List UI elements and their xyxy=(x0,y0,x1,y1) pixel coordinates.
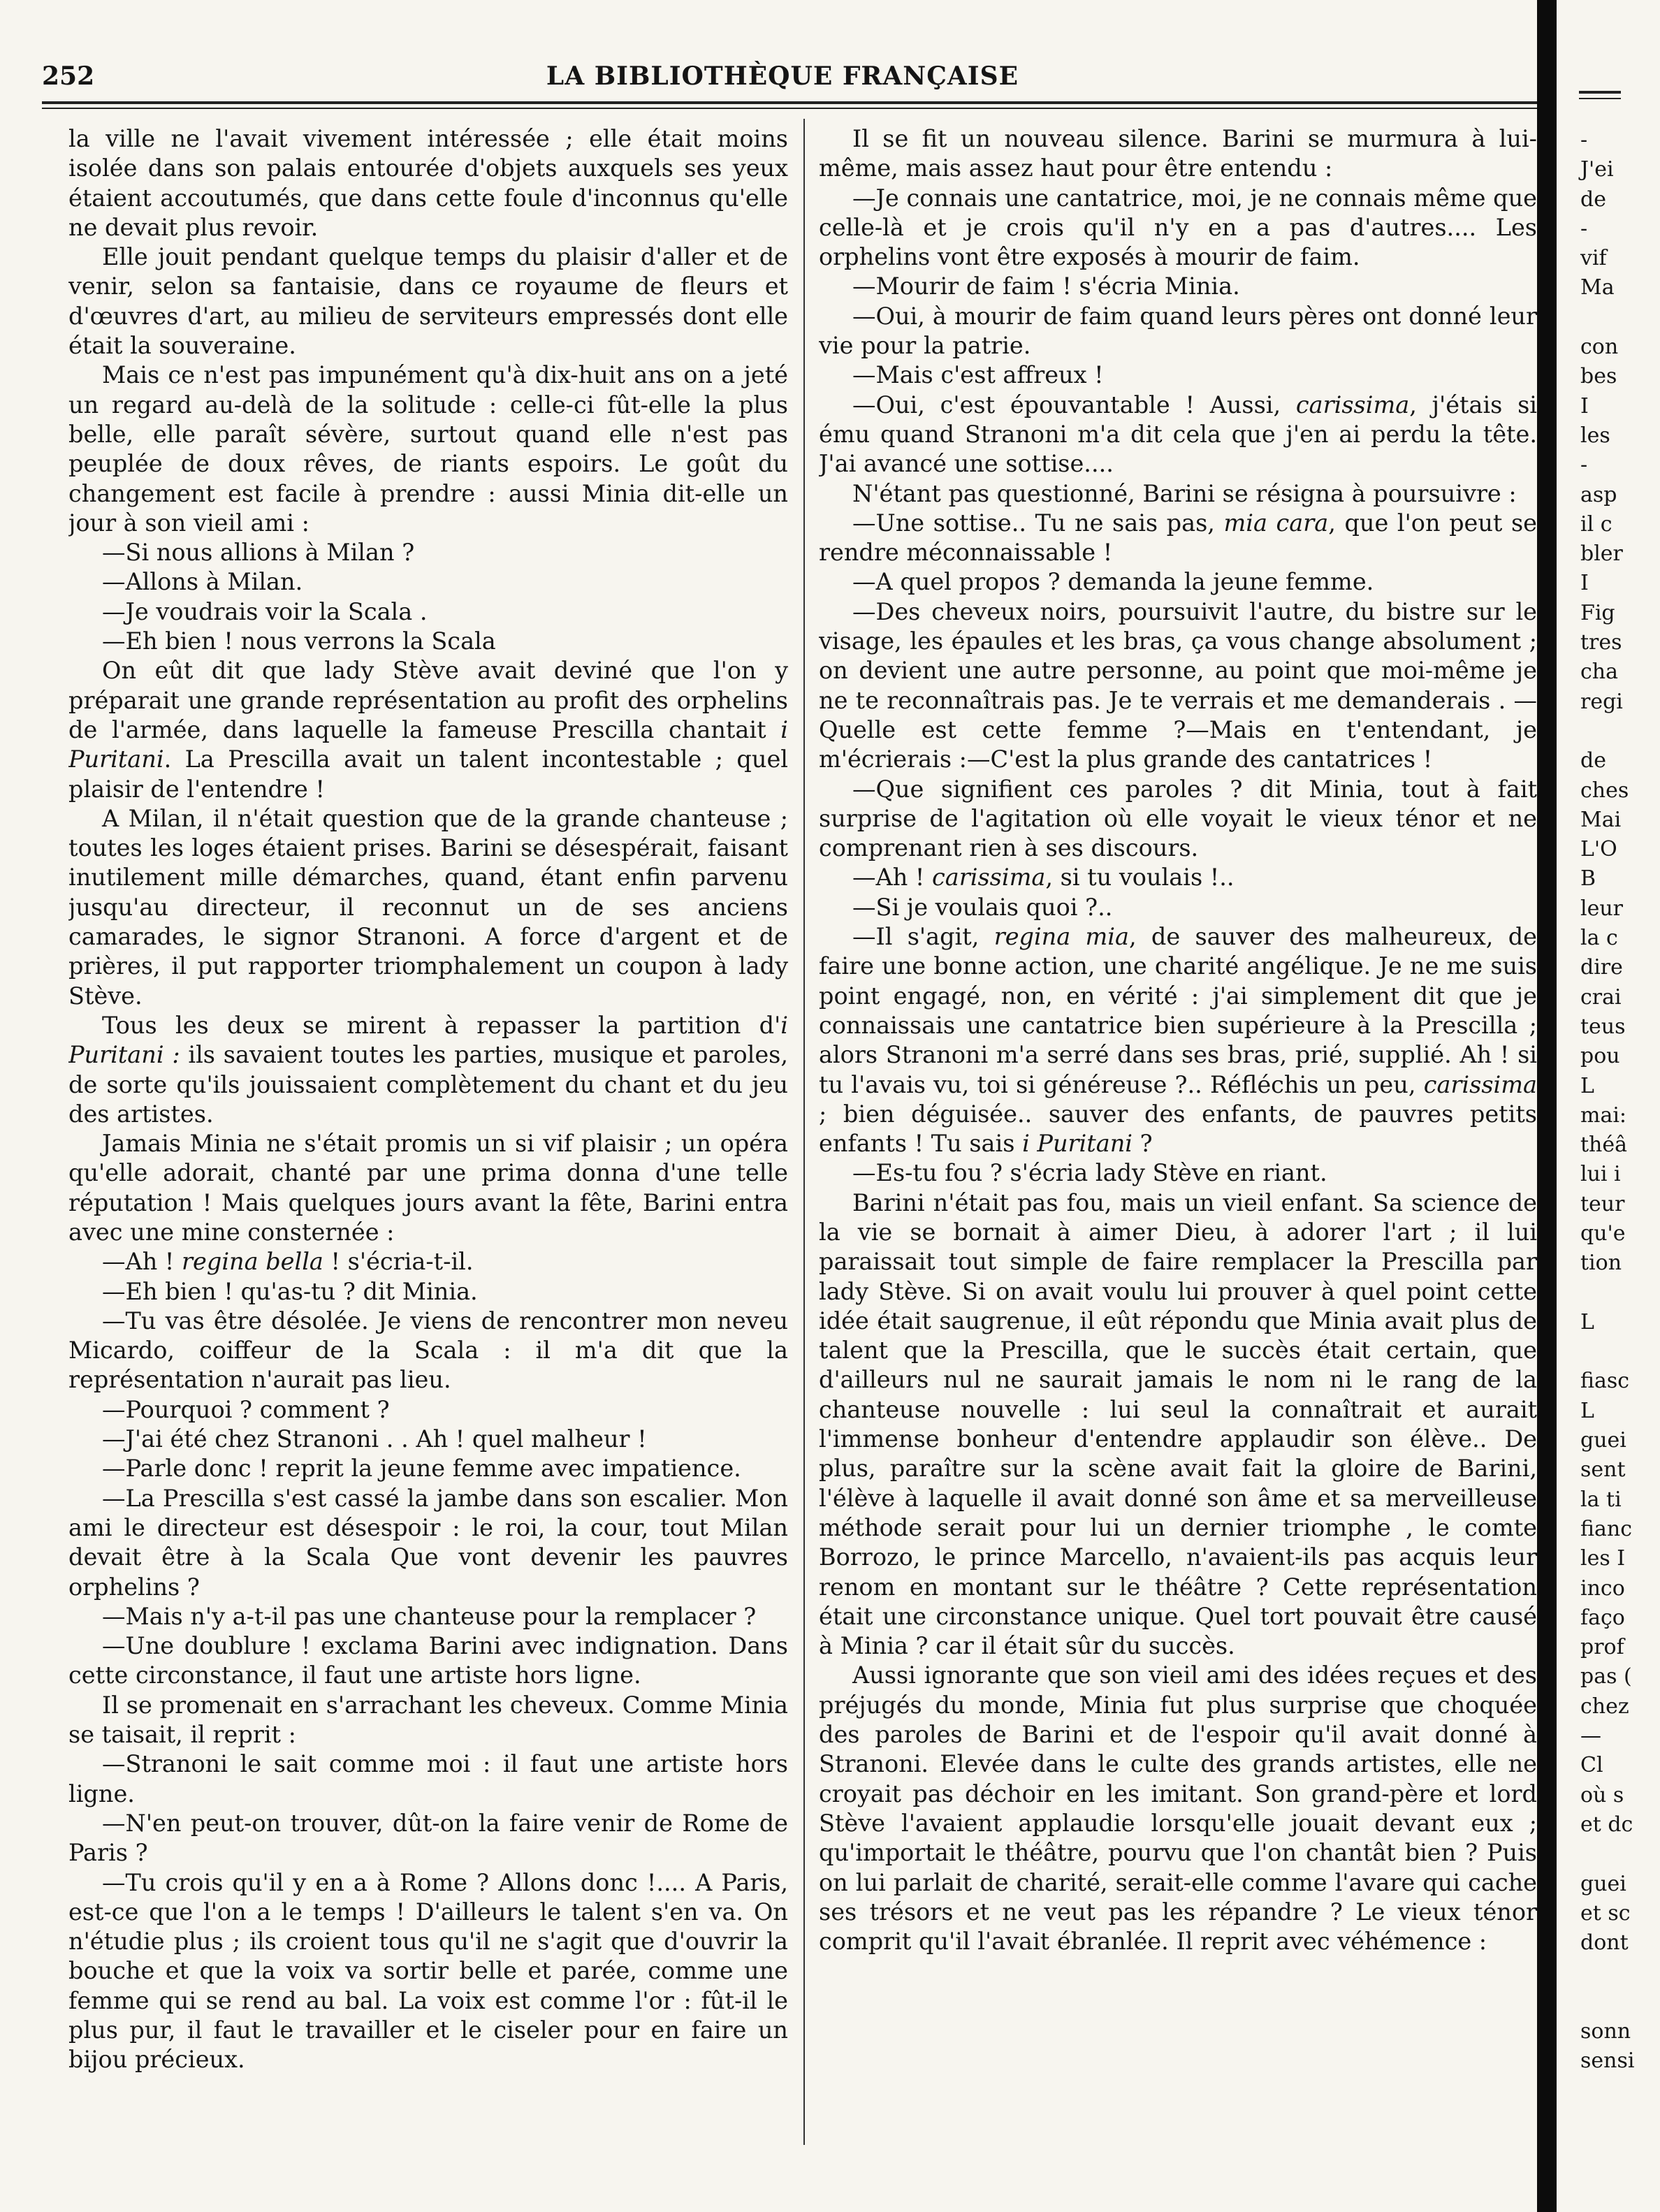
fragment-line xyxy=(1580,303,1660,333)
fragment-line: sent xyxy=(1580,1457,1626,1483)
fragment-line: teur xyxy=(1580,1191,1625,1216)
left-text-column xyxy=(68,124,788,2137)
fragment-line xyxy=(1580,717,1660,746)
fragment-line: guei xyxy=(1580,1871,1626,1896)
fragment-line: de xyxy=(1580,187,1606,212)
fragment-line: fiasc xyxy=(1580,1369,1630,1394)
paragraph: —Il s'agit, regina mia, de sauver des malheureux, de faire une bonne action, une charité angélique. Je ne me suis point engagé, non, en vérité : j'ai simplement dit que je connaissais une cantatrice bien supérieure à la Prescilla ; alors Stranoni m'a serré dans ses bras, prié, supplié. Ah ! si tu l'avais vu, toi si généreuse ?.. Réfléchis un peu, carissima ; bien déguisée.. sauver des enfants, de pauvres petits enfants ! Tu sais i Puritani ? xyxy=(819,923,1537,1158)
fragment-line: prof xyxy=(1580,1635,1624,1660)
paragraph: —J'ai été chez Stranoni . . Ah ! quel malheur ! xyxy=(102,1425,647,1453)
paragraph: —Des cheveux noirs, poursuivit l'autre, du bistre sur le visage, les épaules et les bras, ça vous change absolument ; on devient une autre personne, au point que moi-même je ne te reconnaîtrais pas. Je te verrais et me demanderais . —Quelle est cette femme ?—Mais en t'entendant, je m'écrierais :—C'est la plus grande des cantatrices ! xyxy=(819,597,1537,773)
fragment-line: sonn xyxy=(1580,2019,1631,2044)
fragment-line: Ma xyxy=(1580,275,1615,300)
fragment-line: cha xyxy=(1580,660,1619,685)
fragment-line: la c xyxy=(1580,926,1618,951)
fragment-line: L xyxy=(1580,1309,1594,1334)
fragment-line: fianc xyxy=(1580,1516,1633,1541)
fragment-line: L xyxy=(1580,1073,1594,1098)
fragment-line: B xyxy=(1580,866,1596,892)
paragraph: —Une sottise.. Tu ne sais pas, mia cara, que l'on peut se rendre méconnaissable ! xyxy=(819,509,1537,567)
paragraph: —Si nous allions à Milan ? xyxy=(102,539,415,567)
paragraph: Il se fit un nouveau silence. Barini se murmura à lui-même, mais assez haut pour être entendu : xyxy=(819,125,1537,182)
fragment-line: ches xyxy=(1580,778,1629,803)
paragraph: —Mourir de faim ! s'écria Minia. xyxy=(852,272,1240,300)
fragment-line: où s xyxy=(1580,1782,1624,1807)
fragment-line: il c xyxy=(1580,511,1612,537)
fragment-line: faço xyxy=(1580,1605,1625,1630)
fragment-line: pou xyxy=(1580,1044,1620,1069)
adjacent-page-edge xyxy=(1537,0,1660,2212)
paragraph: N'étant pas questionné, Barini se résigna à poursuivre : xyxy=(852,479,1517,507)
fragment-line: Fig xyxy=(1580,600,1615,625)
fragment-line: - xyxy=(1580,453,1588,478)
paragraph: —Oui, c'est épouvantable ! Aussi, carissima, j'étais si ému quand Stranoni m'a dit cela que j'en ai perdu la tête. J'ai avancé une sottise.... xyxy=(819,391,1537,478)
fragment-line: Mai xyxy=(1580,807,1622,832)
fragment-line xyxy=(1580,1840,1660,1869)
fragment-line: inco xyxy=(1580,1576,1625,1601)
fragment-line: I xyxy=(1580,393,1589,419)
paragraph: —Es-tu fou ? s'écria lady Stève en riant. xyxy=(852,1159,1327,1187)
fragment-line: asp xyxy=(1580,482,1617,507)
binding-shadow xyxy=(1537,0,1557,2212)
paragraph: Jamais Minia ne s'était promis un si vif plaisir ; un opéra qu'elle adorait, chanté par une prima donna d'une telle réputation ! Mais quelques jours avant la fête, Barini entra avec une mine consternée : xyxy=(68,1130,788,1246)
paragraph: —Stranoni le sait comme moi : il faut une artiste hors ligne. xyxy=(68,1750,788,1807)
paragraph: —Pourquoi ? comment ? xyxy=(102,1395,390,1423)
paragraph: Aussi ignorante que son vieil ami des idées reçues et des préjugés du monde, Minia fut plus surprise que choquée des paroles de Barini et de l'espoir qu'il avait donné à Stranoni. Elevée dans le culte des grands artistes, elle ne croyait pas déchoir en les imitant. Son grand-père et lord Stève l'avaient applaudie lorsqu'elle jouait devant eux ; qu'importait le théâtre, pourvu que l'on chantât bien ? Puis on lui parlait de charité, serait-elle comme l'avare qui cache ses trésors et ne veut pas les répandre ? Le vieux ténor comprit qu'il l'avait ébranlée. Il reprit avec véhémence : xyxy=(819,1661,1537,1956)
fragment-line xyxy=(1580,1988,1660,2017)
fragment-line: la ti xyxy=(1580,1487,1622,1512)
paragraph: —Une doublure ! exclama Barini avec indignation. Dans cette circonstance, il faut une artiste hors ligne. xyxy=(68,1632,788,1689)
fragment-line: leur xyxy=(1580,896,1624,921)
paragraph: —A quel propos ? demanda la jeune femme. xyxy=(852,568,1374,596)
fragment-line: les xyxy=(1580,423,1610,448)
fragment-line: guei xyxy=(1580,1428,1626,1453)
fragment-line: J'ei xyxy=(1580,157,1614,182)
fragment-line: L'O xyxy=(1580,837,1617,862)
fragment-line: bler xyxy=(1580,541,1623,567)
fragment-line: chez xyxy=(1580,1694,1629,1719)
paragraph: —Tu crois qu'il y en a à Rome ? Allons donc !.... A Paris, est-ce que l'on a le temps ! D'ailleurs le talent s'en va. On n'étudie plus ; ils croient tous qu'il ne s'agit que d'ouvrir la bouche et que la voix va sortir belle et parée, comme une femme qui se rend au bal. La voix est comme l'or : fût-il le plus pur, il faut le travailler et le ciseler pour en faire un bijou précieux. xyxy=(68,1868,788,2074)
fragment-line xyxy=(1580,1279,1660,1308)
adjacent-header-rule xyxy=(1579,91,1621,94)
fragment-line: con xyxy=(1580,335,1619,360)
page-header xyxy=(42,61,1523,96)
header-rule-double xyxy=(42,108,1544,109)
paragraph: —La Prescilla s'est cassé la jambe dans son escalier. Mon ami le directeur est désespoir : le roi, la cour, tout Milan devait être à la Scala Que vont devenir les pauvres orphelins ? xyxy=(68,1484,788,1601)
paragraph: Mais ce n'est pas impunément qu'à dix-huit ans on a jeté un regard au-delà de la solitude : celle-ci fût-elle la plus belle, elle paraît sévère, surtout quand elle n'est pas peuplée de doux rêves, de riants espoirs. Le goût du changement est facile à prendre : aussi Minia dit-elle un jour à son vieil ami : xyxy=(68,361,788,537)
fragment-line: L xyxy=(1580,1398,1594,1423)
fragment-line: dire xyxy=(1580,955,1623,980)
paragraph: —Eh bien ! nous verrons la Scala xyxy=(102,627,496,655)
adjacent-page-text-fragments xyxy=(1580,126,1660,2076)
fragment-line: Cl xyxy=(1580,1753,1603,1778)
fragment-line: sensi xyxy=(1580,2049,1635,2074)
fragment-line: tion xyxy=(1580,1251,1622,1276)
paragraph: —Allons à Milan. xyxy=(102,568,303,596)
paragraph: —Ah ! regina bella ! s'écria-t-il. xyxy=(102,1248,474,1276)
paragraph: —Si je voulais quoi ?.. xyxy=(852,893,1113,921)
paragraph: On eût dit que lady Stève avait deviné que l'on y préparait une grande représentation au profit des orphelins de l'armée, dans laquelle la fameuse Prescilla chantait i Puritani. La Prescilla avait un talent incontestable ; quel plaisir de l'entendre ! xyxy=(68,657,788,803)
paragraph: —Tu vas être désolée. Je viens de rencontrer mon neveu Micardo, coiffeur de la Scala : il m'a dit que la représentation n'aurait pas lieu. xyxy=(68,1307,788,1394)
page-number: 252 xyxy=(42,61,95,91)
fragment-line: teus xyxy=(1580,1014,1626,1039)
fragment-line: - xyxy=(1580,128,1588,152)
fragment-line: théâ xyxy=(1580,1133,1628,1158)
fragment-line: crai xyxy=(1580,984,1622,1010)
fragment-line: et sc xyxy=(1580,1900,1631,1926)
fragment-line: pas ( xyxy=(1580,1664,1632,1689)
paragraph: la ville ne l'avait vivement intéressée ; elle était moins isolée dans son palais entourée d'objets auxquels ses yeux étaient accoutumés, que dans cette foule d'inconnus qu'elle ne devait plus revoir. xyxy=(68,125,788,241)
column-divider xyxy=(803,119,805,2145)
paragraph: —Que signifient ces paroles ? dit Minia, tout à fait surprise de l'agitation où elle voyait le vieux ténor et ne comprenant rien à ses discours. xyxy=(819,775,1537,862)
paragraph: Il se promenait en s'arrachant les cheveux. Comme Minia se taisait, il reprit : xyxy=(68,1691,788,1749)
fragment-line: mai: xyxy=(1580,1103,1627,1128)
fragment-line: tres xyxy=(1580,630,1622,655)
paragraph: —Je connais une cantatrice, moi, je ne connais même que celle-là et je crois qu'il n'y en a pas d'autres.... Les orphelins vont être exposés à mourir de faim. xyxy=(819,184,1537,271)
fragment-line: vif xyxy=(1580,246,1607,271)
adjacent-header-rule-double xyxy=(1579,98,1621,99)
paragraph: —Oui, à mourir de faim quand leurs pères ont donné leur vie pour la patrie. xyxy=(819,302,1537,360)
fragment-line: lui i xyxy=(1580,1162,1621,1187)
paragraph: —Eh bien ! qu'as-tu ? dit Minia. xyxy=(102,1277,478,1305)
fragment-line: I xyxy=(1580,571,1589,596)
paragraph: Tous les deux se mirent à repasser la partition d'i Puritani : ils savaient toutes les parties, musique et paroles, de sorte qu'ils jouissaient complètement du chant et du jeu des artistes. xyxy=(68,1011,788,1128)
paragraph: —Mais n'y a-t-il pas une chanteuse pour la remplacer ? xyxy=(102,1602,757,1630)
paragraph: Elle jouit pendant quelque temps du plaisir d'aller et de venir, selon sa fantaisie, dans ce royaume de fleurs et d'œuvres d'art, au milieu de serviteurs empressés dont elle était la souveraine. xyxy=(68,243,788,360)
fragment-line: — xyxy=(1580,1724,1601,1749)
paragraph: —N'en peut-on trouver, dût-on la faire venir de Rome de Paris ? xyxy=(68,1809,788,1867)
paragraph: —Parle donc ! reprit la jeune femme avec impatience. xyxy=(102,1455,741,1483)
paragraph: A Milan, il n'était question que de la grande chanteuse ; toutes les loges étaient prises. Barini se désespérait, faisant inutilement mille démarches, quand, étant enfin parvenu jusqu'au directeur, il reconnut un de ses anciens camarades, le signor Stranoni. A force d'argent et de prières, il put rapporter triomphalement un coupon à lady Stève. xyxy=(68,804,788,1010)
paragraph: —Ah ! carissima, si tu voulais !.. xyxy=(852,864,1235,892)
fragment-line: bes xyxy=(1580,364,1617,389)
paragraph: —Je voudrais voir la Scala . xyxy=(102,597,428,625)
paragraph: —Mais c'est affreux ! xyxy=(852,361,1104,389)
fragment-line xyxy=(1580,1958,1660,1987)
fragment-line xyxy=(1580,1337,1660,1367)
fragment-line: et dc xyxy=(1580,1812,1633,1837)
fragment-line: dont xyxy=(1580,1930,1629,1956)
journal-title: LA BIBLIOTHÈQUE FRANÇAISE xyxy=(546,61,1019,91)
right-text-column xyxy=(819,124,1537,2137)
fragment-line: de xyxy=(1580,748,1606,773)
header-rule xyxy=(42,101,1544,104)
fragment-line: les I xyxy=(1580,1546,1626,1571)
fragment-line: regi xyxy=(1580,689,1623,714)
fragment-line: - xyxy=(1580,216,1588,241)
paragraph: Barini n'était pas fou, mais un vieil enfant. Sa science de la vie se bornait à aimer Dieu, à adorer l'art ; il lui paraissait tout simple de faire remplacer la Prescilla par lady Stève. Si on avait voulu lui prouver à quel point cette idée était saugrenue, il eût répondu que Minia avait plus de talent que la Prescilla, que le succès était certain, que d'ailleurs nul ne saurait jamais le nom ni le rang de la chanteuse nouvelle : lui seul la connaîtrait et aurait l'immense bonheur d'entendre applaudir son élève.. De plus, paraître sur la scène avait fait la gloire de Barini, l'élève à laquelle il avait donné son âme et sa merveilleuse méthode serait pour lui un dernier triomphe , le comte Borrozo, le prince Marcello, n'avaient-ils pas acquis leur renom en montant sur le théâtre ? Cette représentation était une circonstance unique. Quel tort pouvait être causé à Minia ? car il était sûr du succès. xyxy=(819,1188,1537,1660)
fragment-line: qu'e xyxy=(1580,1221,1626,1246)
